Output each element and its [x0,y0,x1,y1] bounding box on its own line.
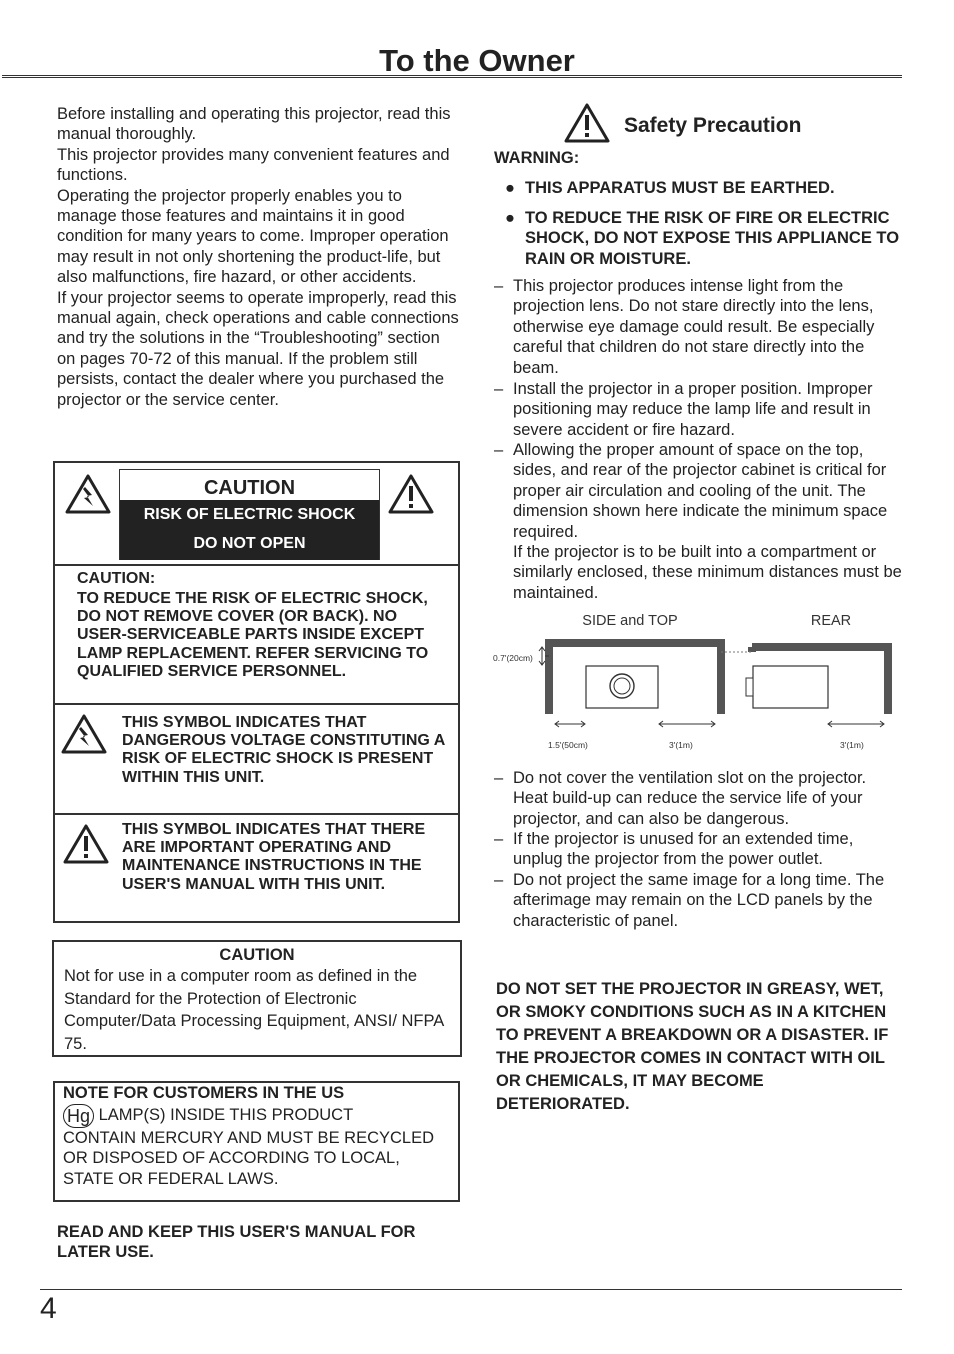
safety-item-text: If the projector is unused for an extended time, unplug the projector from the power outlet. [513,830,854,869]
caution-label-plate [119,469,380,560]
title-rule [2,75,902,78]
divider [55,703,458,705]
exclamation-warning-icon [388,473,434,515]
lightning-warning-icon [61,713,107,755]
bullet-text: THIS APPARATUS MUST BE EARTHED. [525,179,835,197]
bullet-text: TO REDUCE THE RISK OF FIRE OR ELECTRIC SHOCK, DO NOT EXPOSE THIS APPLIANCE TO RAIN OR MOISTURE. [525,209,900,268]
us-note-line1: LAMP(S) INSIDE THIS PRODUCT [94,1106,354,1124]
lightning-warning-icon [65,473,111,515]
caution-label-box [53,461,460,923]
dim-rear: 3'(1m) [840,740,864,750]
safety-item-text: Do not cover the ventilation slot on the projector. Heat build-up can reduce the service life of your projector, and can also be dangerous. [513,769,867,828]
caution-label-line: RISK OF ELECTRIC SHOCK [143,506,356,523]
dash-icon: – [494,441,504,459]
dim-side: 1.5'(50cm) [548,740,588,750]
diagram-label-side-top: SIDE and TOP [582,613,678,629]
safety-item-text: Install the projector in a proper position. Improper positioning may reduce the lamp life and result in severe accident or fire hazard. [513,380,873,439]
exclamation-warning-icon [63,823,109,865]
clearance-diagram [485,608,900,758]
safety-item-text: Allowing the proper amount of space on the top, sides, and rear of the projector cabinet is critical for proper air circulation and cooling of the unit. The dimension shown here indicate the minimum space required. [513,441,888,541]
intro-text [57,104,462,410]
dash-icon: – [494,871,504,889]
diagram-label-rear: REAR [810,613,852,629]
us-note-line [63,1103,450,1128]
safety-item-text: If the projector is to be built into a compartment or similarly enclosed, these minimum distances must be maintained. [513,543,902,602]
caution-text: TO REDUCE THE RISK OF ELECTRIC SHOCK, DO NOT REMOVE COVER (OR BACK). NO USER-SERVICEABLE PARTS INSIDE EXCEPT LAMP REPLACEMENT. REFER SERVICING TO QUALIFIED SERVICE PERSONNEL. [77,590,429,680]
read-keep-notice: READ AND KEEP THIS USER'S MANUAL FOR LATER USE. [57,1223,416,1262]
dim-top: 0.7'(20cm) [493,653,533,663]
warning-label: WARNING: [494,149,580,167]
divider [55,564,458,566]
bullet-icon: ● [505,179,515,197]
computer-room-caution-box [52,940,462,1057]
exclamation-warning-icon [564,103,610,143]
hg-mercury-icon: Hg [63,1104,94,1128]
dim-front: 3'(1m) [669,740,693,750]
projector-side [753,666,828,708]
intro-paragraph: Before installing and operating this projector, read this manual thoroughly. [57,105,451,144]
us-customer-note-box [53,1081,460,1202]
computer-room-caution-text: Not for use in a computer room as defined in the Standard for the Protection of Electronic Computer/Data Processing Equipment, ANSI/ NFPA 75. [64,967,444,1053]
us-note-text: CONTAIN MERCURY AND MUST BE RECYCLED OR DISPOSED OF ACCORDING TO LOCAL, STATE OR FEDERAL LAWS. [63,1128,435,1188]
us-note-heading: NOTE FOR CUSTOMERS IN THE US [63,1084,345,1102]
symbol-attention-text: THIS SYMBOL INDICATES THAT THERE ARE IMPORTANT OPERATING AND MAINTENANCE INSTRUCTIONS IN THE USER'S MANUAL WITH THIS UNIT. [122,821,426,893]
caution-heading: CAUTION: [77,570,156,587]
intro-paragraph: If your projector seems to operate improperly, read this manual again, check operations and cable connections and try the solutions in the “Troubleshooting” section on pages 70-72 of this manual. If the problem still persists, contact the dealer where you purchased the projector or the service center. [57,288,459,409]
greasy-conditions-warning: DO NOT SET THE PROJECTOR IN GREASY, WET, OR SMOKY CONDITIONS SUCH AS IN A KITCHEN TO PREVENT A BREAKDOWN OR A DISASTER. IF THE PROJECTOR COMES IN CONTACT WITH OIL OR CHEMICALS, IT MAY BECOME DETERIORATED. [496,980,889,1113]
bullet-icon: ● [505,209,515,227]
caution-label-title: CAUTION [203,477,296,499]
computer-room-caution-heading: CAUTION [219,946,295,964]
dash-icon: – [494,277,504,295]
intro-paragraph: This projector provides many convenient features and functions. [57,145,450,185]
divider [55,813,458,815]
dash-icon: – [494,830,504,848]
safety-item-text: This projector produces intense light from the projection lens. Do not stare directly into the lens, otherwise eye damage could result. Be especially careful that children do not stare directly into the beam. [513,277,875,377]
dash-icon: – [494,769,504,787]
page-number: 4 [40,1292,57,1325]
caution-label-warning [120,500,379,560]
safety-precaution-title: Safety Precaution [624,114,802,137]
safety-item-text: Do not project the same image for a long time. The afterimage may remain on the LCD panels by the characteristic of panel. [513,871,885,930]
projector-front [586,666,658,708]
caution-label-line: DO NOT OPEN [193,535,306,552]
intro-paragraph: Operating the projector properly enables you to manage those features and maintains it in good condition for many years to come. Improper operation may result in not only shortening the product-life, but also malfunctions, fire hazard, or other accidents. [57,186,449,287]
page-title: To the Owner [379,43,575,78]
dash-icon: – [494,380,504,398]
footer-rule [40,1289,902,1290]
symbol-shock-text: THIS SYMBOL INDICATES THAT DANGEROUS VOLTAGE CONSTITUTING A RISK OF ELECTRIC SHOCK IS PRESENT WITHIN THIS UNIT. [122,714,445,786]
